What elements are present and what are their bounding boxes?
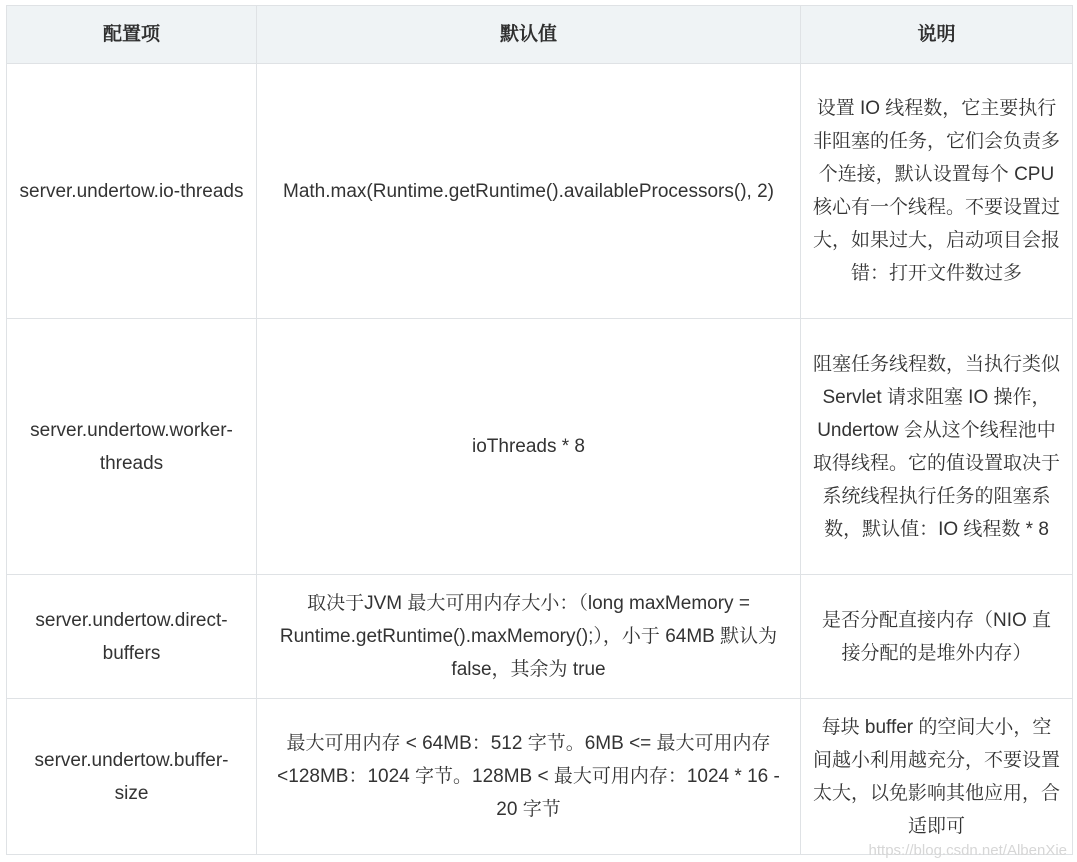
config-key-cell: server.undertow.io-threads	[7, 64, 257, 319]
watermark: https://blog.csdn.net/AlbenXie	[868, 842, 1067, 859]
table-row	[7, 699, 1073, 855]
description-cell: 是否分配直接内存（NIO 直接分配的是堆外内存）	[801, 575, 1073, 699]
header-description: 说明	[801, 6, 1073, 64]
table-row	[7, 319, 1073, 575]
default-value-cell: 取决于JVM 最大可用内存大小：（long maxMemory = Runtime.getRuntime().maxMemory();），小于 64MB 默认为 false，其余为 true	[257, 575, 801, 699]
description-cell: 每块 buffer 的空间大小，空间越小利用越充分，不要设置太大，以免影响其他应用，合适即可	[801, 699, 1073, 855]
default-value-cell: ioThreads * 8	[257, 319, 801, 575]
config-key-cell: server.undertow.worker-threads	[7, 319, 257, 575]
description-cell: 设置 IO 线程数，它主要执行非阻塞的任务，它们会负责多个连接，默认设置每个 CPU 核心有一个线程。不要设置过大，如果过大，启动项目会报错：打开文件数过多	[801, 64, 1073, 319]
config-table	[6, 5, 1073, 855]
default-value-cell: 最大可用内存 < 64MB：512 字节。6MB <= 最大可用内存 <128MB：1024 字节。128MB < 最大可用内存：1024 * 16 - 20 字节	[257, 699, 801, 855]
description-cell: 阻塞任务线程数，当执行类似 Servlet 请求阻塞 IO 操作，Undertow 会从这个线程池中取得线程。它的值设置取决于系统线程执行任务的阻塞系数，默认值：IO 线程数 * 8	[801, 319, 1073, 575]
table-header-row	[7, 6, 1073, 64]
default-value-cell: Math.max(Runtime.getRuntime().availableProcessors(), 2)	[257, 64, 801, 319]
table-row	[7, 64, 1073, 319]
config-key-cell: server.undertow.direct-buffers	[7, 575, 257, 699]
config-key-cell: server.undertow.buffer-size	[7, 699, 257, 855]
header-config-item: 配置项	[7, 6, 257, 64]
header-default-value: 默认值	[257, 6, 801, 64]
table-row	[7, 575, 1073, 699]
